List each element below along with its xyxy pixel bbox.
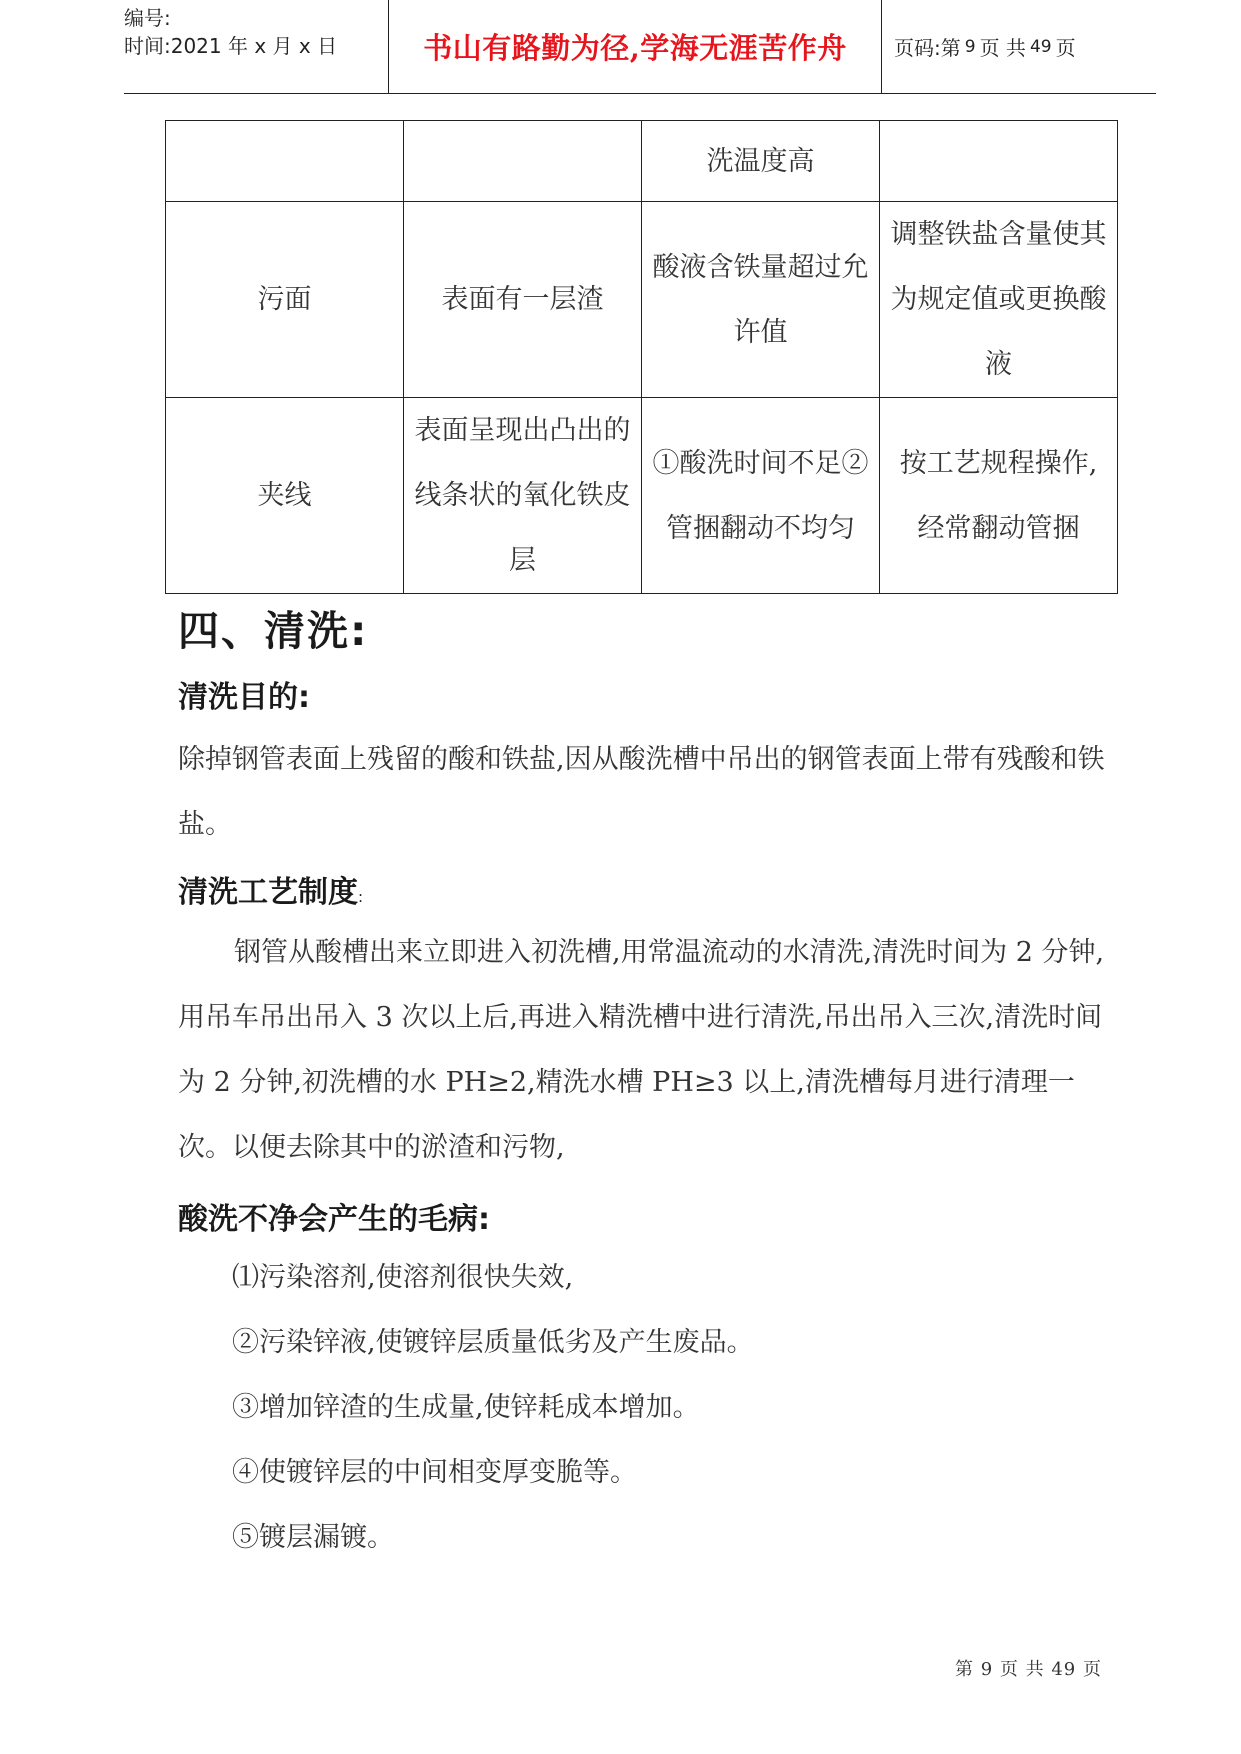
defect-table	[165, 120, 1118, 594]
page-footer: 第 9 页 共 49 页	[955, 1659, 1102, 1680]
page-current: 9	[964, 36, 976, 57]
page-prefix: 页码:第	[894, 36, 961, 60]
table-row	[166, 398, 1118, 594]
table-cell: ①酸洗时间不足②管捆翻动不均匀	[642, 398, 880, 594]
process-heading	[178, 867, 1128, 911]
table-cell: 表面呈现出凸出的线条状的氧化铁皮层	[404, 398, 642, 594]
document-number-label: 编号:	[124, 6, 171, 30]
table-cell	[404, 121, 642, 202]
list-item: ⑴污染溶剂,使溶剂很快失效,	[232, 1262, 574, 1293]
table-cell: 调整铁盐含量使其为规定值或更换酸液	[880, 202, 1118, 398]
table-cell: 洗温度高	[642, 121, 880, 202]
list-item: ②污染锌液,使镀锌层质量低劣及产生废品。	[232, 1327, 754, 1358]
document-time-label: 时间:2021 年 x 月 x 日	[124, 34, 338, 58]
defects-heading: 酸洗不净会产生的毛病:	[178, 1202, 490, 1237]
purpose-paragraph: 除掉钢管表面上残留的酸和铁盐,因从酸洗槽中吊出的钢管表面上带有残酸和铁盐。	[178, 744, 1105, 840]
purpose-heading: 清洗目的:	[178, 680, 310, 715]
table-cell	[880, 121, 1118, 202]
table-row	[166, 121, 1118, 202]
page-header	[124, 0, 1156, 94]
header-page-indicator	[882, 0, 1156, 93]
table-cell: 污面	[166, 202, 404, 398]
table-cell: 表面有一层渣	[404, 202, 642, 398]
list-item: ⑤镀层漏镀。	[232, 1522, 394, 1553]
list-item: ④使镀锌层的中间相变厚变脆等。	[232, 1457, 637, 1488]
process-heading-text: 清洗工艺制度	[178, 875, 358, 910]
header-motto: 书山有路勤为径,学海无涯苦作舟	[389, 0, 882, 93]
process-heading-colon: :	[358, 888, 364, 906]
table-row	[166, 202, 1118, 398]
table-cell	[166, 121, 404, 202]
table-cell: 夹线	[166, 398, 404, 594]
list-item: ③增加锌渣的生成量,使锌耗成本增加。	[232, 1392, 700, 1423]
process-paragraph: 钢管从酸槽出来立即进入初洗槽,用常温流动的水清洗,清洗时间为 2 分钟,用吊车吊出吊入 3 次以上后,再进入精洗槽中进行清洗,吊出吊入三次,清洗时间为 2 分钟,初洗槽的水 PH≥2,精洗水槽 PH≥3 以上,清洗槽每月进行清理一次。以便去除其中的淤渣和污物,	[178, 937, 1105, 1163]
table-cell: 酸液含铁量超过允许值	[642, 202, 880, 398]
table-cell: 按工艺规程操作,经常翻动管捆	[880, 398, 1118, 594]
page-mid: 页 共	[979, 36, 1026, 60]
header-meta	[124, 0, 389, 93]
page-total: 49	[1029, 36, 1052, 57]
page-suffix: 页	[1055, 36, 1076, 60]
section-title: 四、清洗:	[178, 607, 369, 655]
